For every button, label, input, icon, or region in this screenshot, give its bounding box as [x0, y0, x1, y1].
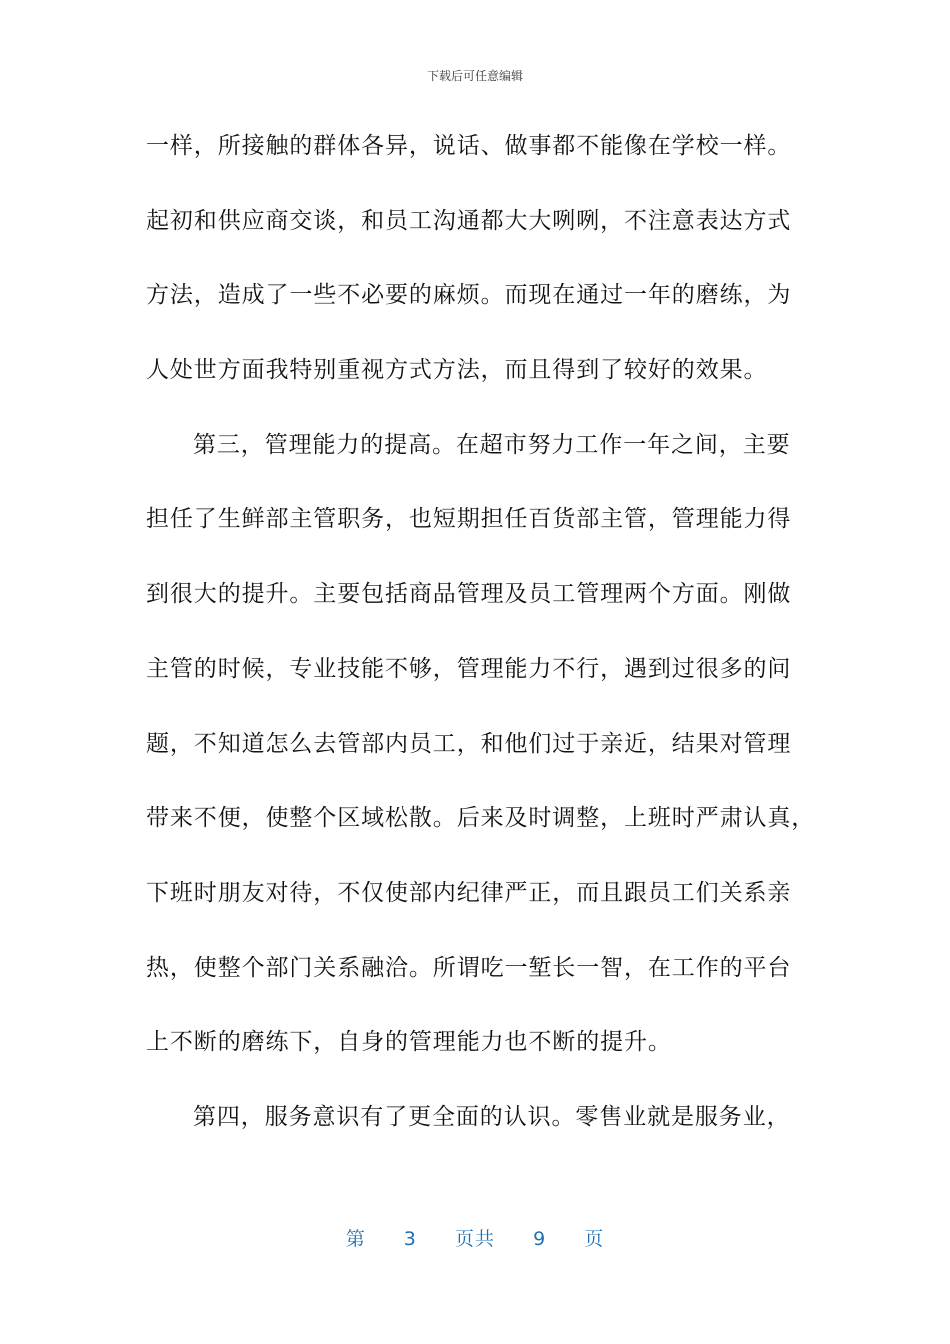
page-header: 下载后可任意编辑	[426, 69, 523, 83]
text-line: 带来不便，使整个区域松散。后来及时调整，上班时严肃认真，	[146, 805, 816, 832]
text-line: 起初和供应商交谈，和员工沟通都大大咧咧，不注意表达方式	[146, 207, 792, 234]
text-line: 一样，所接触的群体各异，说话、做事都不能像在学校一样。	[146, 133, 792, 159]
text-line: 上不断的磨练下，自身的管理能力也不断的提升。	[146, 1029, 672, 1056]
footer-middle: 页共	[454, 1228, 495, 1250]
page-footer	[0, 1224, 950, 1251]
text-line: 题，不知道怎么去管部内员工，和他们过于亲近，结果对管理	[146, 730, 792, 757]
paragraph-start-line: 第四，服务意识有了更全面的认识。零售业就是服务业，	[193, 1103, 791, 1130]
text-line: 方法，造成了一些不必要的麻烦。而现在通过一年的磨练，为	[146, 282, 792, 309]
total-page-number: 9	[533, 1228, 547, 1250]
text-line: 担任了生鲜部主管职务，也短期担任百货部主管，管理能力得	[146, 506, 792, 533]
footer-prefix: 第	[345, 1228, 366, 1250]
text-line: 到很大的提升。主要包括商品管理及员工管理两个方面。刚做	[146, 581, 792, 608]
body-text	[146, 122, 826, 1168]
paragraph-start-line: 第三，管理能力的提高。在超市努力工作一年之间，主要	[193, 431, 791, 458]
footer-suffix: 页	[584, 1228, 605, 1250]
text-line: 人处世方面我特别重视方式方法，而且得到了较好的效果。	[146, 357, 768, 384]
text-line: 下班时朋友对待，不仅使部内纪律严正，而且跟员工们关系亲	[146, 879, 792, 906]
text-line: 热，使整个部门关系融洽。所谓吃一堑长一智，在工作的平台	[146, 954, 792, 981]
text-line: 主管的时候，专业技能不够，管理能力不行，遇到过很多的问	[146, 655, 792, 682]
current-page-number: 3	[403, 1228, 417, 1250]
